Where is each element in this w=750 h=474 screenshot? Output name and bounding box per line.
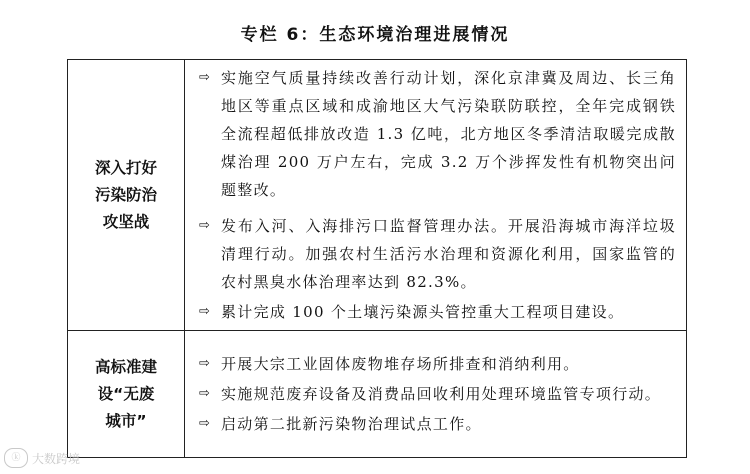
list-item (199, 350, 676, 378)
list-item-text: 发布入河、入海排污口监督管理办法。开展沿海城市海洋垃圾清理行动。加强农村生活污水治理和资源化利用，国家监管的农村黑臭水体治理率达到 82.3%。 (221, 217, 676, 291)
list-item-text: 累计完成 100 个土壤污染源头管控重大工程项目建设。 (221, 303, 625, 321)
hollow-arrow-icon: ⇨ (199, 416, 210, 431)
row-label-line: 高标准建 (94, 357, 157, 376)
progress-table (67, 59, 687, 458)
row-label-line: 深入打好 (94, 158, 157, 177)
watermark-logo-icon: ⓚ (4, 448, 28, 468)
list-item (199, 410, 676, 438)
hollow-arrow-icon: ⇨ (199, 356, 210, 371)
row-label-zero-waste-city (68, 331, 185, 458)
list-item (199, 298, 676, 326)
watermark-text: 大数跨境 (32, 451, 81, 466)
table-row (68, 331, 687, 458)
list-item-text: 实施规范废弃设备及消费品回收利用处理环境监管专项行动。 (221, 385, 662, 403)
list-item-text: 启动第二批新污染物治理试点工作。 (221, 415, 482, 433)
row-content-pollution-control (185, 60, 687, 331)
hollow-arrow-icon: ⇨ (199, 304, 210, 319)
hollow-arrow-icon: ⇨ (199, 386, 210, 401)
hollow-arrow-icon: ⇨ (199, 218, 210, 233)
list-item (199, 212, 676, 296)
row-content-zero-waste-city (185, 331, 687, 458)
list-item-text: 开展大宗工业固体废物堆存场所排查和消纳利用。 (221, 355, 580, 373)
watermark (4, 448, 80, 468)
row-label-line: 城市” (105, 411, 147, 430)
row-label-line: 设“无废 (97, 384, 155, 403)
row-label-pollution-control (68, 60, 185, 331)
page-title: 专栏 6：生态环境治理进展情况 (240, 25, 510, 45)
list-item-text: 实施空气质量持续改善行动计划，深化京津冀及周边、长三角地区等重点区域和成渝地区大气污染联防联控，全年完成钢铁全流程超低排放改造 1.3 亿吨，北方地区冬季清洁取暖完成散煤治理 200 万户左右，完成 3.2 万个涉挥发性有机物突出问题整改。 (221, 69, 676, 199)
list-item (199, 380, 676, 408)
hollow-arrow-icon: ⇨ (199, 70, 210, 85)
list-item (199, 64, 676, 204)
row-label-line: 污染防治 (94, 185, 157, 204)
table-row (68, 60, 687, 331)
row-label-line: 攻坚战 (102, 212, 150, 231)
